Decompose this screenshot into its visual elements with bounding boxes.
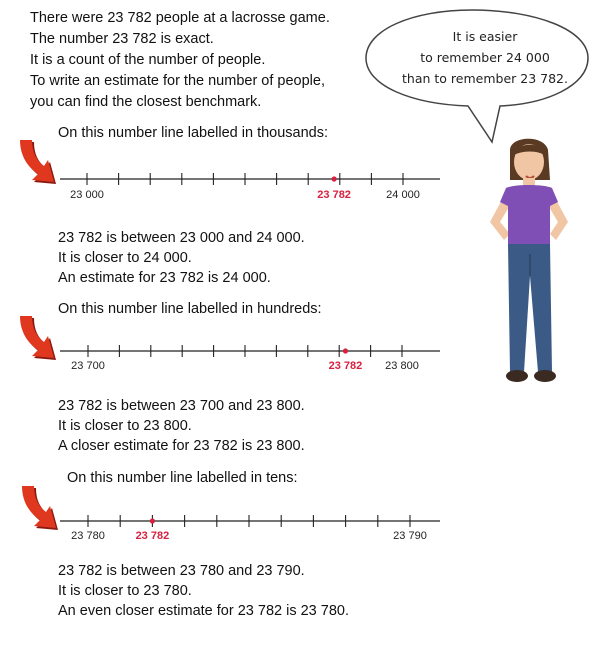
explanation-line: 23 782 is between 23 700 and 23 800. [58,398,305,414]
bubble-line: than to remember 23 782. [402,71,568,86]
intro-line: It is a count of the number of people. [30,52,266,68]
number-line-right-label: 23 790 [393,530,427,542]
explanation-thousands [58,228,305,288]
explanation-line: An estimate for 23 782 is 24 000. [58,270,271,286]
number-line-thousands [60,173,440,201]
section-heading-tens: On this number line labelled in tens: [67,470,298,486]
number-line-point-label: 23 782 [317,189,351,201]
number-line-tens [60,515,440,542]
section-heading-thousands: On this number line labelled in thousands: [58,125,329,141]
number-line-hundreds [60,345,440,372]
intro-line: There were 23 782 people at a lacrosse game. [30,10,330,26]
number-line-left-label: 23 780 [71,530,105,542]
bubble-line: to remember 24 000 [420,50,550,65]
girl-illustration [470,136,590,386]
explanation-line: 23 782 is between 23 000 and 24 000. [58,230,305,246]
number-line-point-label: 23 782 [135,530,170,542]
number-line-point-label: 23 782 [328,360,363,372]
number-line-right-label: 23 800 [385,360,419,372]
explanation-hundreds [58,396,305,456]
explanation-line: It is closer to 23 800. [58,418,192,434]
number-line-left-label: 23 700 [71,360,105,372]
section-heading-hundreds: On this number line labelled in hundreds: [58,301,322,317]
explanation-line: 23 782 is between 23 780 and 23 790. [58,563,305,579]
intro-line: you can find the closest benchmark. [30,94,262,110]
explanation-line: An even closer estimate for 23 782 is 23 780. [58,603,349,619]
explanation-line: It is closer to 23 780. [58,583,192,599]
number-line-point [332,176,337,181]
explanation-line: A closer estimate for 23 782 is 23 800. [58,438,305,454]
explanation-tens [58,561,349,621]
intro-line: The number 23 782 is exact. [30,31,214,47]
explanation-line: It is closer to 24 000. [58,250,192,266]
bubble-line: It is easier [452,29,518,44]
number-line-right-label: 24 000 [386,189,420,201]
number-line-left-label: 23 000 [70,189,104,201]
intro-line: To write an estimate for the number of people, [30,73,325,89]
number-line-point [150,518,155,523]
number-line-point [343,348,348,353]
